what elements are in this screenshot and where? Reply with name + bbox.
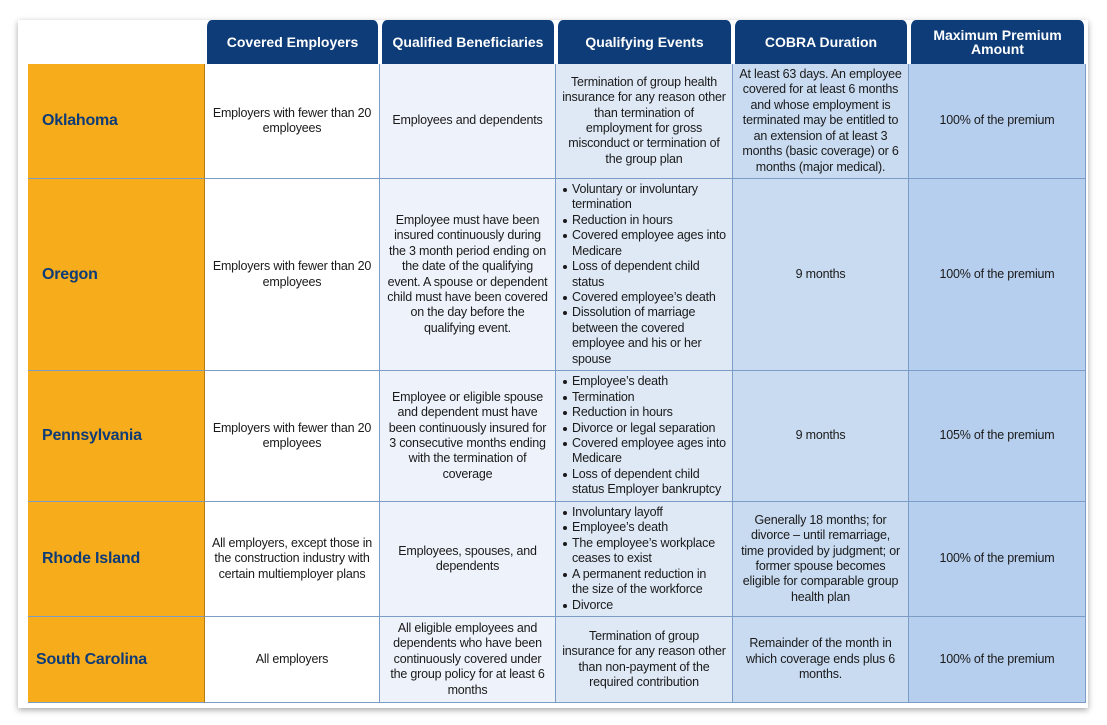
table-row — [28, 64, 1086, 179]
header-corner — [28, 20, 205, 64]
maximum-premium-cell: 105% of the premium — [909, 371, 1086, 502]
state-name: Oklahoma — [28, 64, 205, 179]
cobra-duration-cell: At least 63 days. An employee covered for at least 6 months and whose employment is terminated may be entitled to an extension of at least 3 months (basic coverage) or 6 months (major medical). — [733, 64, 909, 179]
cobra-state-table-page — [18, 20, 1088, 708]
qualifying-events-cell: Termination of group insurance for any reason other than non-payment of the required contribution — [556, 617, 733, 703]
table-row — [28, 371, 1086, 502]
table-row — [28, 502, 1086, 617]
list-item: Reduction in hours — [562, 213, 726, 228]
covered-employers-cell: All employers, except those in the construction industry with certain multiemployer plans — [205, 502, 380, 617]
qualifying-events-list — [562, 182, 726, 367]
qualified-beneficiaries-cell: All eligible employees and dependents who have been continuously covered under the group policy for at least 6 months — [380, 617, 556, 703]
covered-employers-cell: All employers — [205, 617, 380, 703]
list-item: Covered employee ages into Medicare — [562, 436, 726, 467]
header-maximum-premium: Maximum Premium Amount — [909, 20, 1086, 64]
covered-employers-cell: Employers with fewer than 20 employees — [205, 371, 380, 502]
table-row — [28, 617, 1086, 703]
list-item: Loss of dependent child status — [562, 259, 726, 290]
qualified-beneficiaries-cell: Employee must have been insured continuously during the 3 month period ending on the date of the qualifying event. A spouse or dependent child must have been covered on the day before the qualifying event. — [380, 179, 556, 371]
maximum-premium-cell: 100% of the premium — [909, 64, 1086, 179]
list-item: Termination — [562, 390, 726, 405]
qualified-beneficiaries-cell: Employee or eligible spouse and dependent must have been continuously insured for 3 consecutive months ending with the termination of coverage — [380, 371, 556, 502]
list-item: Divorce — [562, 598, 726, 613]
state-name: Oregon — [28, 179, 205, 371]
list-item: Loss of dependent child status Employer bankruptcy — [562, 467, 726, 498]
list-item: Divorce or legal separation — [562, 421, 726, 436]
list-item: Reduction in hours — [562, 405, 726, 420]
cobra-comparison-table — [28, 20, 1086, 703]
header-row — [28, 20, 1086, 64]
qualifying-events-list — [562, 505, 726, 613]
cobra-duration-cell: Generally 18 months; for divorce – until remarriage, time provided by judgment; or former spouse becomes eligible for comparable group health plan — [733, 502, 909, 617]
maximum-premium-cell: 100% of the premium — [909, 179, 1086, 371]
list-item: Voluntary or involuntary termination — [562, 182, 726, 213]
list-item: Covered employee’s death — [562, 290, 726, 305]
cobra-duration-cell: 9 months — [733, 179, 909, 371]
list-item: A permanent reduction in the size of the workforce — [562, 567, 726, 598]
cobra-duration-cell: Remainder of the month in which coverage ends plus 6 months. — [733, 617, 909, 703]
qualified-beneficiaries-cell: Employees and dependents — [380, 64, 556, 179]
qualifying-events-cell — [556, 502, 733, 617]
table-row — [28, 179, 1086, 371]
state-name: South Carolina — [28, 617, 205, 703]
covered-employers-cell: Employers with fewer than 20 employees — [205, 179, 380, 371]
header-cobra-duration: COBRA Duration — [733, 20, 909, 64]
qualifying-events-list — [562, 374, 726, 497]
qualified-beneficiaries-cell: Employees, spouses, and dependents — [380, 502, 556, 617]
list-item: Covered employee ages into Medicare — [562, 228, 726, 259]
header-covered-employers: Covered Employers — [205, 20, 380, 64]
qualifying-events-cell: Termination of group health insurance for any reason other than termination of employment for gross misconduct or termination of the group plan — [556, 64, 733, 179]
list-item: Dissolution of marriage between the covered employee and his or her spouse — [562, 305, 726, 367]
maximum-premium-cell: 100% of the premium — [909, 502, 1086, 617]
covered-employers-cell: Employers with fewer than 20 employees — [205, 64, 380, 179]
list-item: Employee’s death — [562, 374, 726, 389]
list-item: Employee’s death — [562, 520, 726, 535]
list-item: Involuntary layoff — [562, 505, 726, 520]
header-qualified-beneficiaries: Qualified Beneficiaries — [380, 20, 556, 64]
cobra-duration-cell: 9 months — [733, 371, 909, 502]
header-qualifying-events: Qualifying Events — [556, 20, 733, 64]
state-name: Pennsylvania — [28, 371, 205, 502]
list-item: The employee’s workplace ceases to exist — [562, 536, 726, 567]
qualifying-events-cell — [556, 371, 733, 502]
qualifying-events-cell — [556, 179, 733, 371]
state-name: Rhode Island — [28, 502, 205, 617]
maximum-premium-cell: 100% of the premium — [909, 617, 1086, 703]
